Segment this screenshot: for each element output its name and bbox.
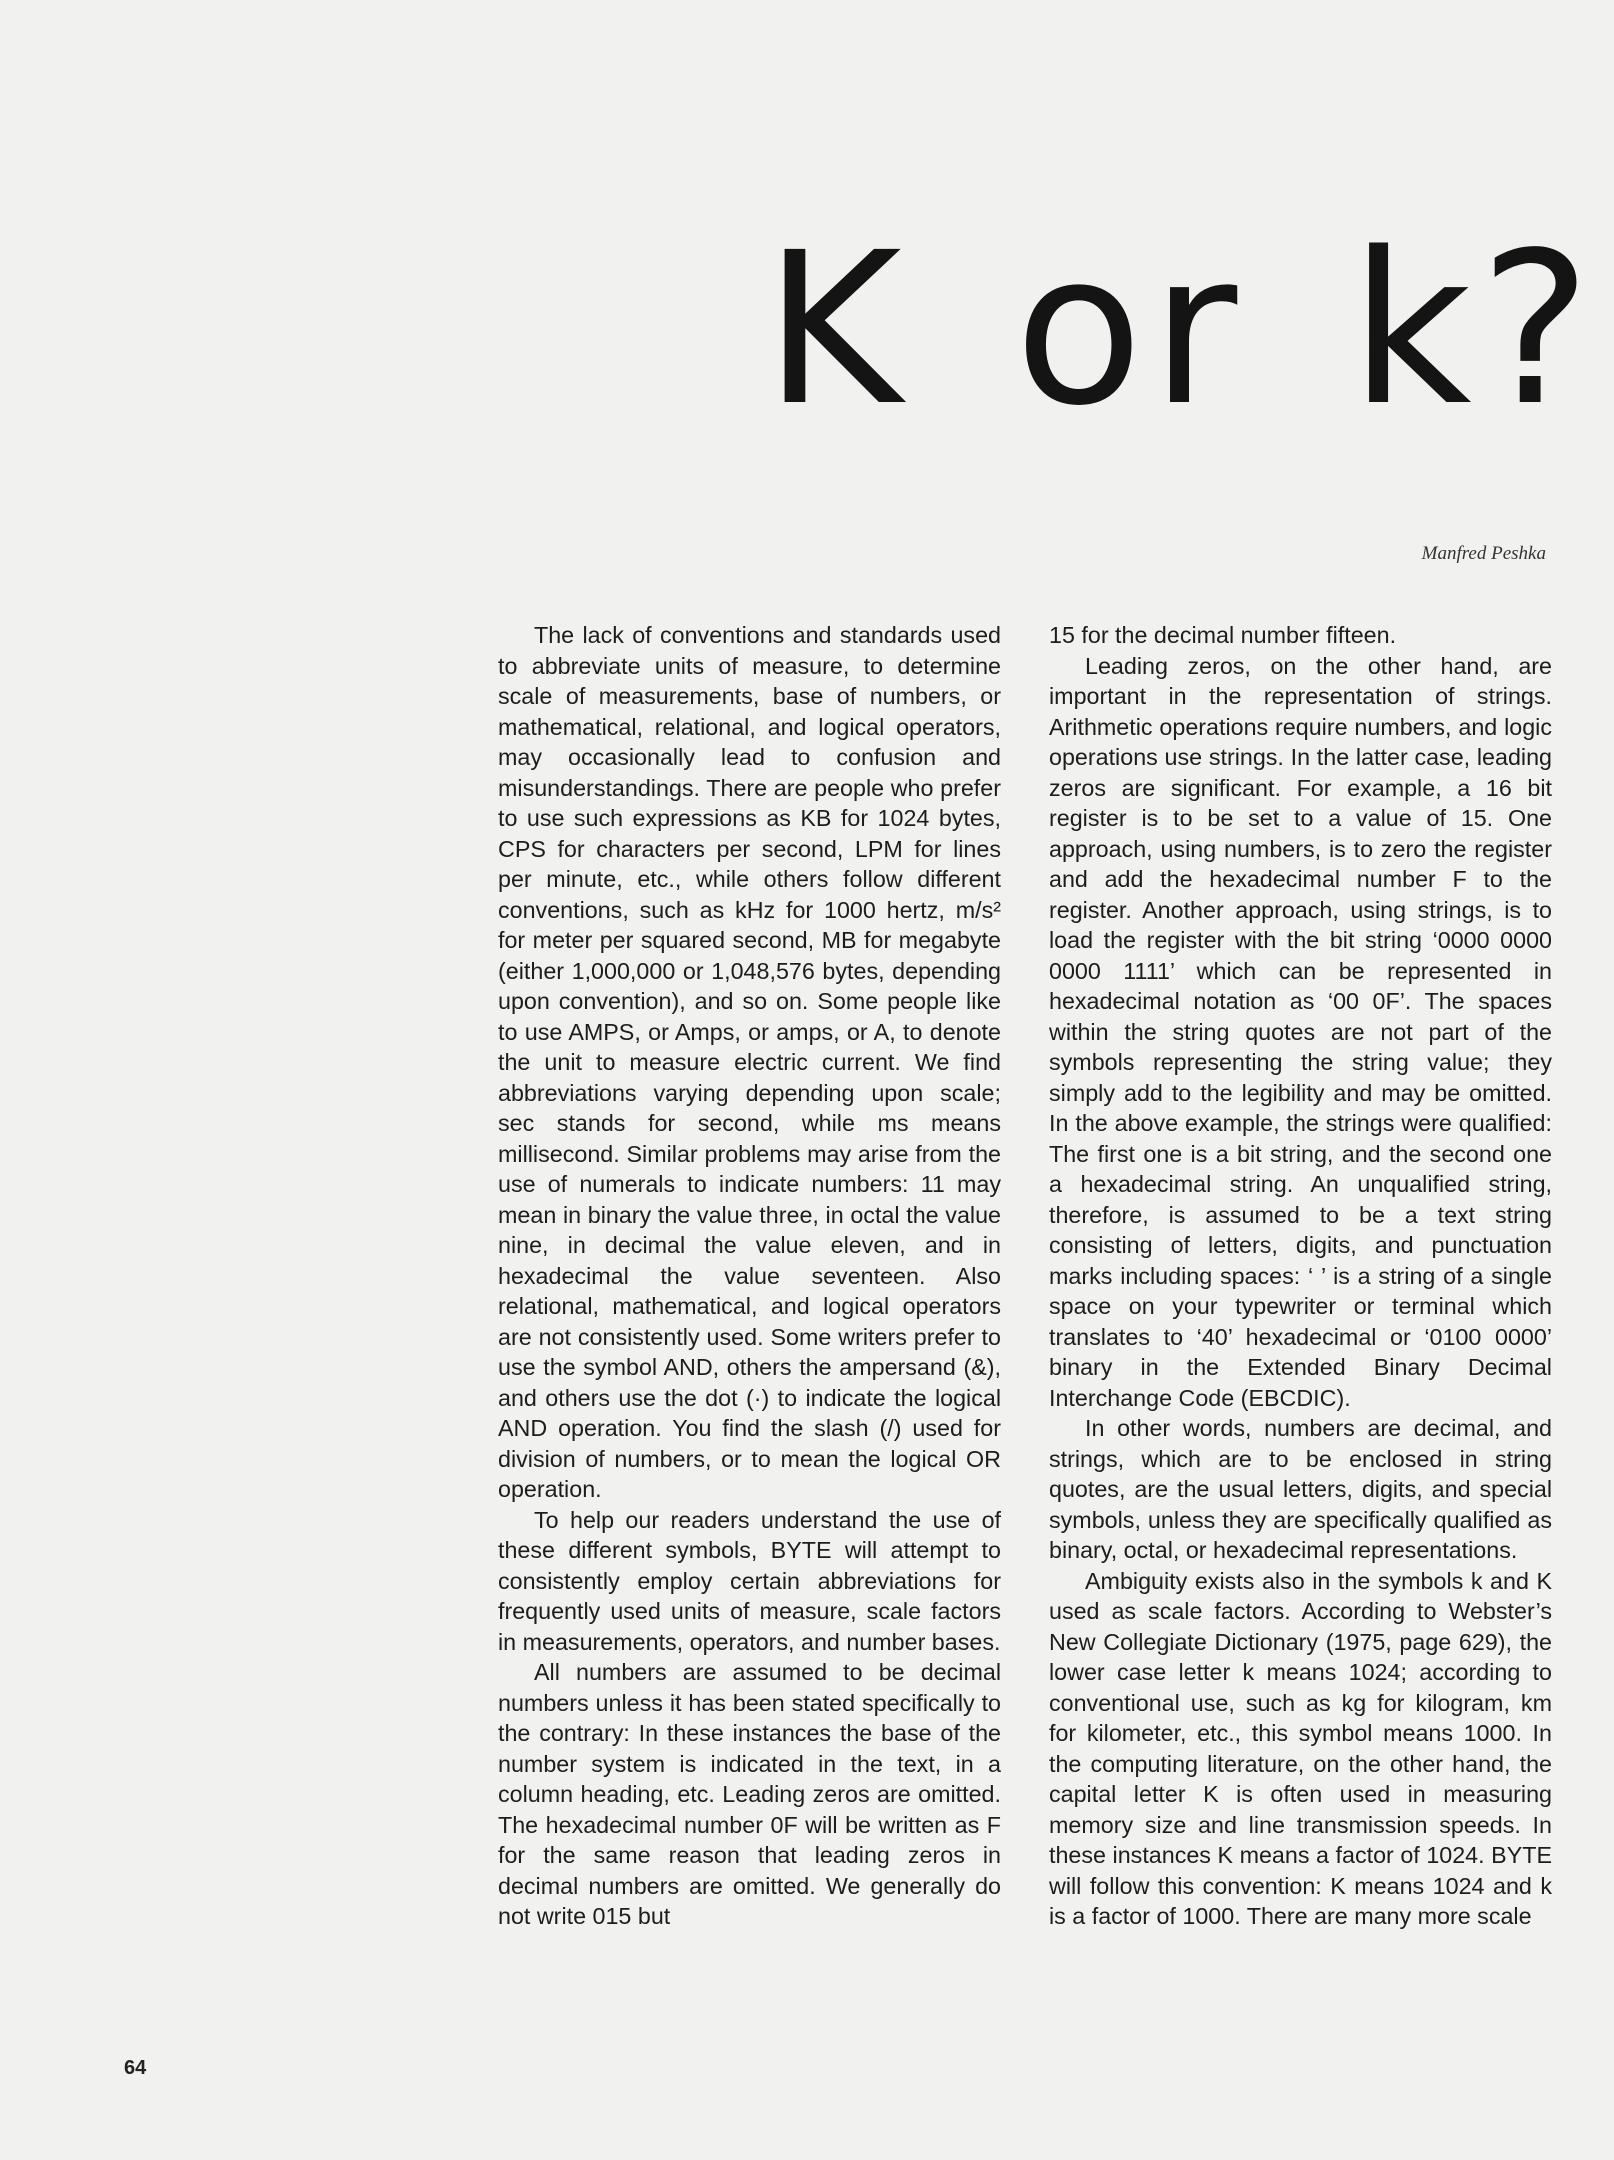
paragraph: Ambiguity exists also in the symbols k and K used as scale factors. According to Webster’s New Collegiate Dictionary (1975, page 629), the lower case letter k means 1024; according to conventional use, such as kg for kilogram, km for kilometer, etc., this symbol means 1000. In the computing literature, on the other hand, the capital letter K is often used in measuring memory size and line transmission speeds. In these instances K means a factor of 1024. BYTE will follow this convention: K means 1024 and k is a factor of 1000. There are many more scale: [1049, 1567, 1552, 1929]
left-column: [498, 620, 1001, 1932]
paragraph: The lack of conventions and standards used to abbreviate units of measure, to determine scale of measurements, base of numbers, or mathematical, relational, and logical operators, may occasionally lead to confusion and misunderstandings. There are people who prefer to use such expressions as KB for 1024 bytes, CPS for characters per second, LPM for lines per minute, etc., while others follow different conventions, such as kHz for 1000 hertz, m/s² for meter per squared second, MB for megabyte (either 1,000,000 or 1,048,576 bytes, depending upon convention), and so on. Some people like to use AMPS, or Amps, or amps, or A, to denote the unit to measure electric current. We find abbreviations varying depending upon scale; sec stands for second, while ms means millisecond. Similar problems may arise from the use of numerals to indicate numbers: 11 may mean in binary the value three, in octal the value nine, in decimal the value eleven, and in hexadecimal the value seventeen. Also relational, mathematical, and logical operators are not consistently used. Some writers prefer to use the symbol AND, others the ampersand (&), and others use the dot (·) to indicate the logical AND operation. You find the slash (/) used for division of numbers, or to mean the logical OR operation.: [498, 622, 1001, 1502]
paragraph: Leading zeros, on the other hand, are important in the representation of strings. Arithmetic operations require numbers, and logic operations use strings. In the latter case, leading zeros are significant. For example, a 16 bit register is to be set to a value of 15. One approach, using numbers, is to zero the register and add the hexadecimal number F to the register. Another approach, using strings, is to load the register with the bit string ‘0000 0000 0000 1111’ which can be represented in hexadecimal notation as ‘00 0F’. The spaces within the string quotes are not part of the symbols representing the string value; they simply add to the legibility and may be omitted. In the above example, the strings were qualified: The first one is a bit string, and the second one a hexadecimal string. An unqualified string, therefore, is assumed to be a text string consisting of letters, digits, and punctuation marks including spaces: ‘ ’ is a string of a single space on your typewriter or terminal which translates to ‘40’ hexadecimal or ‘0100 0000’ binary in the Extended Binary Decimal Interchange Code (EBCDIC).: [1049, 652, 1552, 1411]
paragraph: All numbers are assumed to be decimal numbers unless it has been stated specifically to the contrary: In these instances the base of the number system is indicated in the text, in a column heading, etc. Leading zeros are omitted. The hexadecimal number 0F will be written as F for the same reason that leading zeros in decimal numbers are omitted. We generally do not write 015 but: [498, 1659, 1001, 1929]
article-title: K or k?: [764, 207, 1600, 452]
paragraph: In other words, numbers are decimal, and strings, which are to be enclosed in string quotes, are the usual letters, digits, and special symbols, unless they are specifically qualified as binary, octal, or hexadecimal representations.: [1049, 1415, 1552, 1563]
paragraph: 15 for the decimal number fifteen.: [1049, 622, 1397, 648]
paragraph: To help our readers understand the use of these different symbols, BYTE will attempt to consistently employ certain abbreviations for frequently used units of measure, scale factors in measurements, operators, and number bases.: [498, 1506, 1001, 1655]
author-byline: Manfred Peshka: [1421, 543, 1546, 564]
right-column: [1049, 620, 1552, 1932]
page-number: 64: [124, 2057, 147, 2079]
